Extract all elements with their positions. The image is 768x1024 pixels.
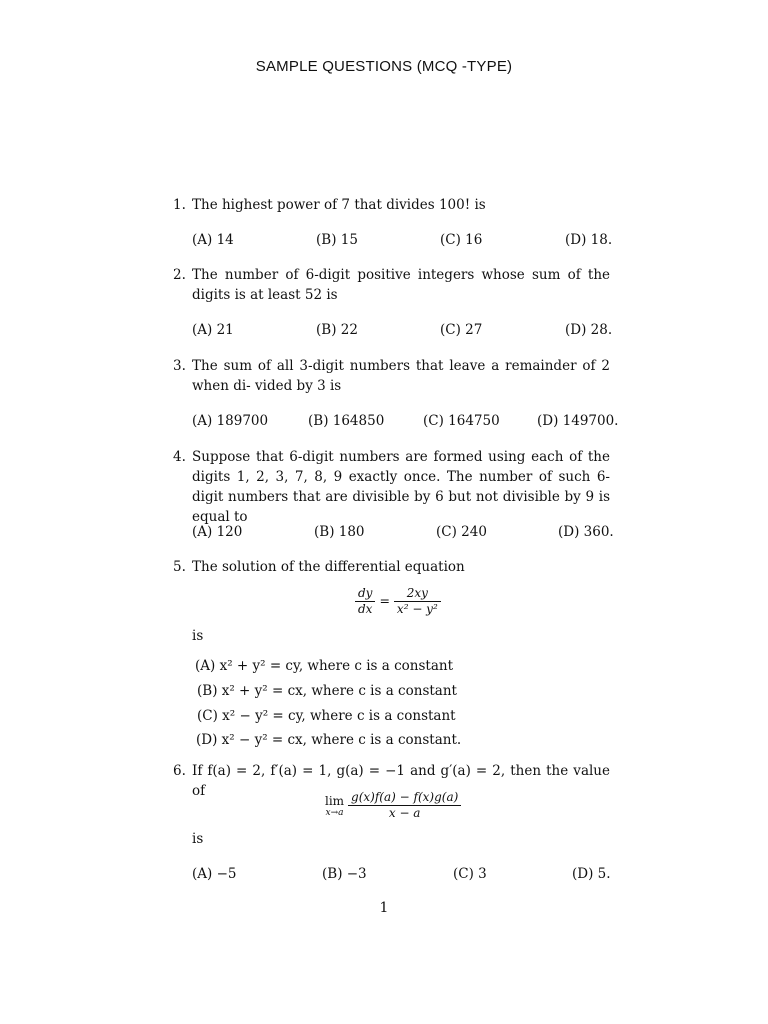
option-d: (D) 5. bbox=[572, 866, 611, 882]
option-a: (A) 21 bbox=[192, 322, 234, 338]
rhs-denominator: x² − y² bbox=[396, 602, 438, 616]
option-a: (A) 14 bbox=[192, 232, 234, 248]
limit-fraction bbox=[348, 790, 461, 821]
lhs-denominator: dx bbox=[358, 602, 373, 616]
question-text: Suppose that 6-digit numbers are formed using each of the digits 1, 2, 3, 7, 8, 9 exactly once. The number of such 6-digit numbers that are divisible by 6 but not divisible by 9 is equal to bbox=[192, 449, 610, 525]
option-d: (D) 149700. bbox=[537, 413, 619, 429]
option-b: (B) 164850 bbox=[308, 413, 385, 429]
option-d: (D) 18. bbox=[565, 232, 613, 248]
limit-denominator: x − a bbox=[388, 806, 421, 820]
question-number: 1. bbox=[173, 197, 186, 213]
limit-numerator: g(x)f(a) − f(x)g(a) bbox=[348, 790, 461, 806]
option-c: (C) x² − y² = cy, where c is a constant bbox=[197, 708, 456, 724]
question-number: 3. bbox=[173, 358, 186, 374]
option-d: (D) 360. bbox=[558, 524, 614, 540]
option-c: (C) 240 bbox=[436, 524, 487, 540]
option-d: (D) x² − y² = cx, where c is a constant. bbox=[196, 732, 462, 748]
equals-sign: = bbox=[379, 593, 390, 608]
question-text: The highest power of 7 that divides 100! is bbox=[192, 197, 486, 213]
option-a: (A) 120 bbox=[192, 524, 243, 540]
limit-subscript: x→a bbox=[325, 807, 344, 818]
question-text: The sum of all 3-digit numbers that leave a remainder of 2 when di- vided by 3 is bbox=[192, 358, 610, 394]
lhs-fraction bbox=[355, 586, 375, 617]
option-b: (B) 180 bbox=[314, 524, 365, 540]
rhs-fraction bbox=[394, 586, 441, 617]
option-b: (B) x² + y² = cx, where c is a constant bbox=[197, 683, 457, 699]
question-text: The solution of the differential equation bbox=[192, 559, 465, 575]
page-number: 1 bbox=[379, 900, 389, 916]
option-a: (A) −5 bbox=[192, 866, 237, 882]
option-a: (A) 189700 bbox=[192, 413, 269, 429]
option-b: (B) 22 bbox=[316, 322, 358, 338]
question-number: 2. bbox=[173, 267, 186, 283]
limit-label: lim bbox=[325, 793, 345, 808]
question-number: 6. bbox=[173, 763, 186, 779]
question-number: 5. bbox=[173, 559, 186, 575]
question-text: The number of 6-digit positive integers whose sum of the digits is at least 52 is bbox=[192, 267, 610, 303]
rhs-numerator: 2xy bbox=[394, 586, 441, 602]
option-a: (A) x² + y² = cy, where c is a constant bbox=[195, 658, 454, 674]
option-b: (B) 15 bbox=[316, 232, 358, 248]
question-text: If f(a) = 2, f′(a) = 1, g(a) = −1 and g′(a) = 2, then the value of bbox=[192, 763, 610, 799]
option-c: (C) 16 bbox=[440, 232, 483, 248]
option-b: (B) −3 bbox=[322, 866, 367, 882]
lhs-numerator: dy bbox=[355, 586, 375, 602]
option-c: (C) 3 bbox=[453, 866, 487, 882]
question-number: 4. bbox=[173, 449, 186, 465]
question-text-after: is bbox=[192, 831, 204, 847]
limit-expression bbox=[325, 790, 461, 821]
question-text-after: is bbox=[192, 628, 204, 644]
option-c: (C) 164750 bbox=[423, 413, 500, 429]
option-c: (C) 27 bbox=[440, 322, 483, 338]
limit-operator bbox=[325, 794, 344, 818]
option-d: (D) 28. bbox=[565, 322, 613, 338]
page-title: SAMPLE QUESTIONS (MCQ -TYPE) bbox=[255, 58, 513, 75]
differential-equation bbox=[355, 586, 441, 617]
